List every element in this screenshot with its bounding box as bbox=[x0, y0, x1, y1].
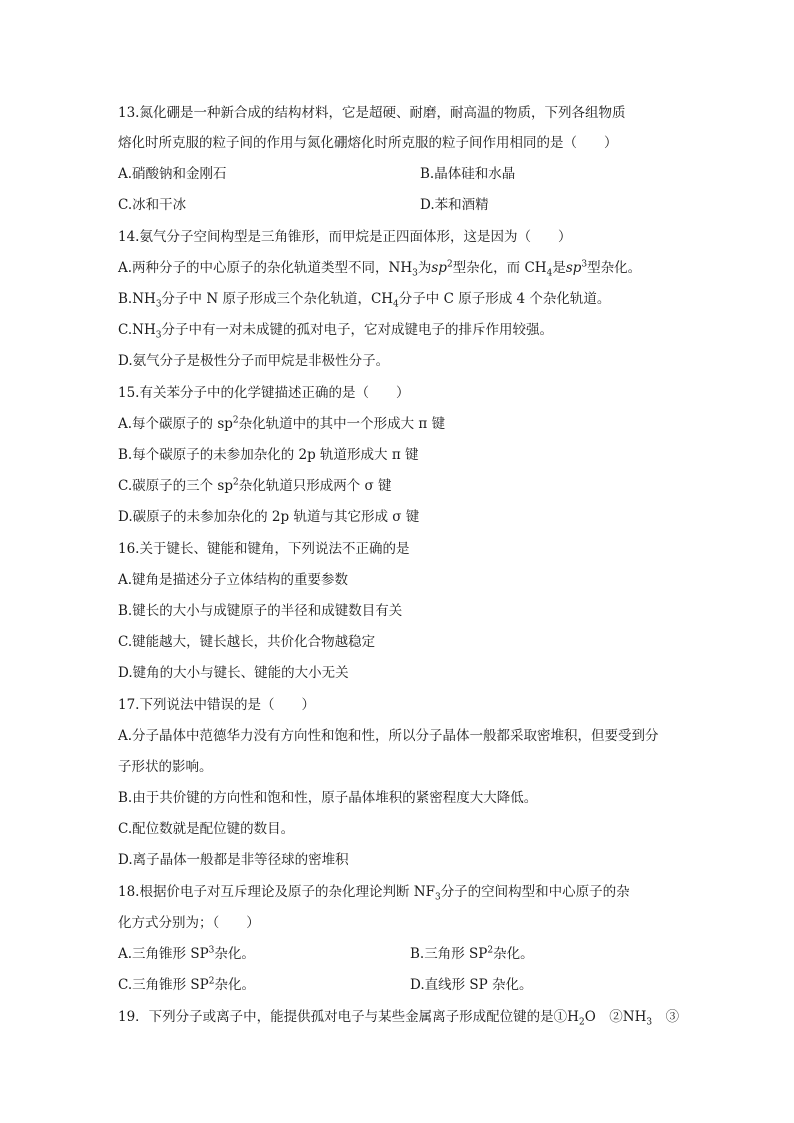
q13-option-a: A.硝酸钠和金刚石 bbox=[118, 166, 227, 182]
q15-option-c: C.碳原子的三个 $sp^2$杂化轨道只形成两个 σ 键 bbox=[118, 477, 392, 494]
q15-stem: 15.有关苯分子中的化学键描述正确的是（ ） bbox=[118, 385, 410, 401]
q16-option-d: D.键角的大小与键长、键能的大小无关 bbox=[118, 665, 349, 681]
q13-option-c: C.冰和干冰 bbox=[118, 197, 187, 213]
q14-option-c: $C.NH_3$分子中有一对未成键的孤对电子，它对成键电子的排斥作用较强。 bbox=[118, 322, 553, 341]
q17-option-c: C.配位数就是配位键的数目。 bbox=[118, 821, 295, 837]
q13-stem-line2: 熔化时所克服的粒子间的作用与氮化硼熔化时所克服的粒子间作用相同的是（ ） bbox=[118, 135, 618, 151]
q18-stem-line1: 18.根据价电子对互斥理论及原子的杂化理论判断 $NF_3$分子的空间构型和中心原子的杂 bbox=[118, 884, 630, 903]
q13-option-d: D.苯和酒精 bbox=[420, 197, 489, 213]
q15-option-a: A.每个碳原子的 $sp^2$杂化轨道中的其中一个形成大 π 键 bbox=[118, 415, 446, 432]
q14-stem: 14.氨气分子空间构型是三角锥形，而甲烷是正四面体形，这是因为（ ） bbox=[118, 229, 572, 245]
q17-option-b: B.由于共价键的方向性和饱和性，原子晶体堆积的紧密程度大大降低。 bbox=[118, 790, 538, 806]
q17-option-a-line2: 子形状的影响。 bbox=[118, 759, 213, 775]
q18-option-b: B.三角形 $SP^2$杂化。 bbox=[410, 945, 534, 962]
q14-option-d: D.氨气分子是极性分子而甲烷是非极性分子。 bbox=[118, 353, 390, 369]
q18-option-d: D.直线形 SP 杂化。 bbox=[410, 977, 533, 993]
q13-option-b: B.晶体硅和水晶 bbox=[420, 166, 516, 182]
q19-stem: 19．下列分子或离子中，能提供孤对电子与某些金属离子形成配位键的是$①H_2O$ $②NH_3$ ③ bbox=[118, 1009, 680, 1028]
q15-option-d: D.碳原子的未参加杂化的 2p 轨道与其它形成 σ 键 bbox=[118, 509, 420, 525]
q16-option-c: C.键能越大，键长越长，共价化合物越稳定 bbox=[118, 634, 376, 650]
q16-option-b: B.键长的大小与成键原子的半径和成键数目有关 bbox=[118, 603, 403, 619]
q16-stem: 16.关于键长、键能和键角，下列说法不正确的是 bbox=[118, 541, 410, 557]
q14-option-a: A.两种分子的中心原子的杂化轨道类型不同，$NH_3$为$sp^2$型杂化，而 $CH_4$是$sp^3$型杂化。 bbox=[118, 259, 642, 279]
q14-option-b: $B.NH_3$分子中 N 原子形成三个杂化轨道，$CH_4$分子中 C 原子形成 4 个杂化轨道。 bbox=[118, 291, 611, 310]
q17-stem: 17.下列说法中错误的是（ ） bbox=[118, 697, 315, 713]
q17-option-d: D.离子晶体一般都是非等径球的密堆积 bbox=[118, 852, 349, 868]
q18-option-c: C.三角锥形 $SP^2$杂化。 bbox=[118, 976, 255, 993]
q18-stem-line2: 化方式分别为；（ ） bbox=[118, 915, 260, 931]
q18-option-a: A.三角锥形 $SP^3$杂化。 bbox=[118, 945, 255, 962]
q16-option-a: A.键角是描述分子立体结构的重要参数 bbox=[118, 572, 349, 588]
q17-option-a-line1: A.分子晶体中范德华力没有方向性和饱和性，所以分子晶体一般都采取密堆积，但要受到分 bbox=[118, 728, 659, 744]
q15-option-b: B.每个碳原子的未参加杂化的 2p 轨道形成大 π 键 bbox=[118, 447, 419, 463]
q13-stem-line1: 13.氮化硼是一种新合成的结构材料，它是超硬、耐磨，耐高温的物质，下列各组物质 bbox=[118, 105, 626, 121]
